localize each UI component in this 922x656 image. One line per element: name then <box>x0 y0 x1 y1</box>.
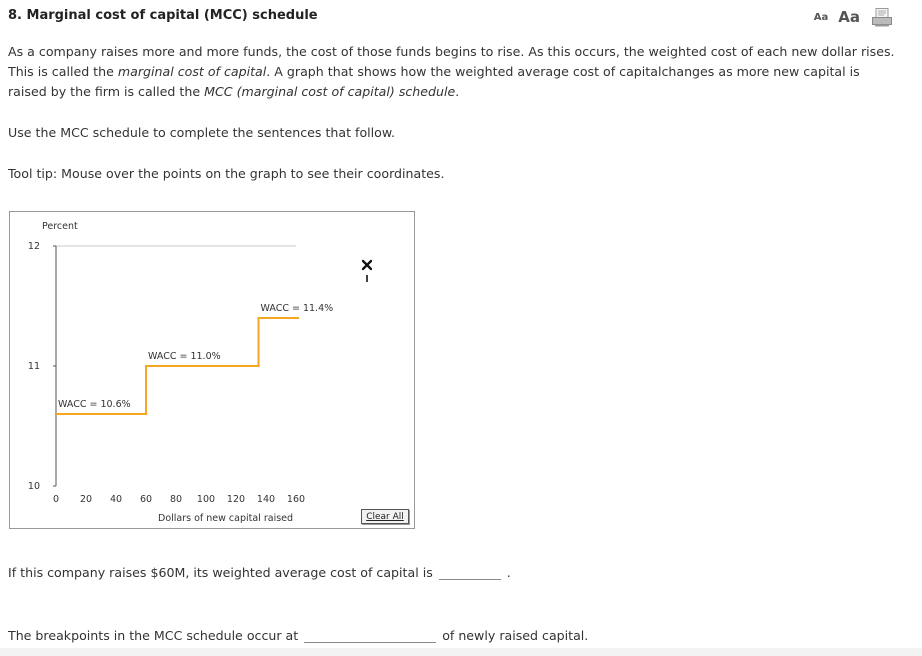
x-tick-label: 20 <box>79 494 93 505</box>
intro-text-3: . <box>455 84 460 99</box>
y-tick-label: 12 <box>27 241 40 252</box>
y-tick-label: 10 <box>27 481 40 492</box>
breakpoints-input[interactable] <box>304 628 436 643</box>
x-axis-label: Dollars of new capital raised <box>158 513 294 524</box>
x-tick-label: 40 <box>109 494 123 505</box>
x-tick-label: 140 <box>256 494 276 505</box>
wacc-label: WACC = 11.0% <box>148 351 221 362</box>
term-mcc-schedule: MCC (marginal cost of capital) schedule <box>204 84 456 99</box>
print-icon[interactable] <box>872 8 892 27</box>
mcc-chart-svg <box>10 212 414 528</box>
delete-point-tool[interactable] <box>363 261 371 282</box>
x-tick-label: 80 <box>169 494 183 505</box>
mcc-step-series <box>56 303 333 418</box>
delete-x-icon[interactable] <box>363 261 371 269</box>
y-ticks <box>28 241 56 492</box>
mcc-chart <box>9 211 415 529</box>
mcc-point[interactable] <box>142 410 150 418</box>
bottom-bar <box>0 648 922 656</box>
wacc-at-60m-input[interactable] <box>439 565 501 580</box>
x-tick-label: 60 <box>139 494 153 505</box>
intro-paragraph <box>8 42 896 102</box>
mcc-point[interactable] <box>255 362 263 370</box>
sentence-2-text: The breakpoints in the MCC schedule occur at <box>8 628 299 643</box>
mcc-point[interactable] <box>295 314 303 322</box>
sentence-1 <box>8 565 511 580</box>
toolbar <box>814 7 892 27</box>
sentence-2 <box>8 628 588 643</box>
clear-all-button[interactable]: Clear All <box>361 509 409 524</box>
wacc-label: WACC = 11.4% <box>260 303 334 314</box>
x-tick-label: 0 <box>52 494 60 505</box>
y-tick-label: 11 <box>27 361 40 372</box>
sentence-2-end: of newly raised capital. <box>442 628 589 643</box>
wacc-label: WACC = 10.6% <box>58 399 131 410</box>
sentence-1-text: If this company raises $60M, its weighted average cost of capital is <box>8 565 433 580</box>
term-marginal-cost: marginal cost of capital <box>117 64 267 79</box>
x-tick-label: 160 <box>286 494 306 505</box>
x-tick-label: 120 <box>226 494 246 505</box>
y-axis-label: Percent <box>42 221 78 232</box>
x-tick-label: 100 <box>196 494 216 505</box>
x-ticks <box>53 494 305 505</box>
intro-text-2: . A graph that shows how the weighted average cost of capitalchanges as more new capital is raised by the firm is called the <box>8 64 860 99</box>
increase-font-button[interactable]: Aa <box>838 8 860 26</box>
instructions: Use the MCC schedule to complete the sentences that follow. <box>8 125 396 140</box>
decrease-font-button[interactable]: Aa <box>813 11 829 23</box>
sentence-1-end: . <box>506 565 511 580</box>
intro-text-1: As a company raises more and more funds, the cost of those funds begins to rise. As this occurs, the weighted cost of each new dollar rises. This is called the <box>8 44 895 79</box>
tooltip-note: Tool tip: Mouse over the points on the graph to see their coordinates. <box>8 166 445 181</box>
question-title: 8. Marginal cost of capital (MCC) schedule <box>8 8 318 23</box>
